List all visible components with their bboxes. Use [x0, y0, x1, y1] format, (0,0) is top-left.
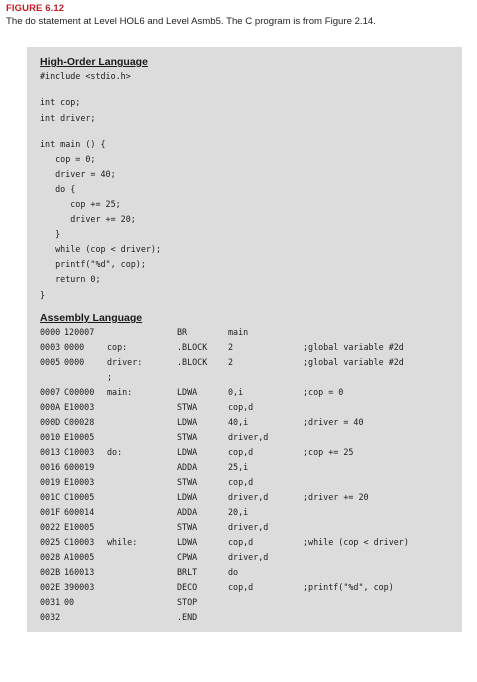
asm-address: 002E: [40, 582, 61, 592]
asm-row: [0, 537, 477, 549]
asm-address: 0013: [40, 447, 61, 457]
asm-operand: 0,i: [228, 387, 244, 397]
asm-mnemonic: CPWA: [177, 552, 198, 562]
asm-mnemonic: STWA: [177, 477, 198, 487]
asm-operand: 25,i: [228, 462, 249, 472]
asm-mnemonic: BRLT: [177, 567, 198, 577]
asm-row: [0, 582, 477, 594]
asm-row: [0, 477, 477, 489]
hol-line: driver = 40;: [40, 169, 116, 179]
hol-heading: High-Order Language: [40, 56, 148, 68]
asm-operand: 40,i: [228, 417, 249, 427]
hol-line: cop += 25;: [40, 199, 121, 209]
asm-row: [0, 492, 477, 504]
asm-symbol: cop:: [107, 342, 128, 352]
asm-object-code: C10003: [64, 537, 95, 547]
asm-address: 0031: [40, 597, 61, 607]
asm-mnemonic: .BLOCK: [177, 357, 208, 367]
asm-operand: main: [228, 327, 249, 337]
asm-address: 0005: [40, 357, 61, 367]
asm-address: 0025: [40, 537, 61, 547]
asm-symbol: ;: [107, 372, 113, 382]
asm-comment: ;printf("%d", cop): [303, 582, 394, 592]
asm-row: [0, 522, 477, 534]
asm-mnemonic: DECO: [177, 582, 198, 592]
asm-mnemonic: .BLOCK: [177, 342, 208, 352]
hol-line: printf("%d", cop);: [40, 259, 146, 269]
asm-mnemonic: ADDA: [177, 462, 198, 472]
asm-mnemonic: LDWA: [177, 417, 198, 427]
asm-object-code: 120007: [64, 327, 95, 337]
asm-mnemonic: LDWA: [177, 447, 198, 457]
asm-symbol: while:: [107, 537, 138, 547]
hol-line: int cop;: [40, 97, 81, 107]
asm-operand: 2: [228, 357, 234, 367]
figure-caption: The do statement at Level HOL6 and Level Asmb5. The C program is from Figure 2.14.: [6, 16, 376, 27]
asm-address: 0000: [40, 327, 61, 337]
asm-row: [0, 552, 477, 564]
asm-operand: 20,i: [228, 507, 249, 517]
asm-row: [0, 507, 477, 519]
asm-operand: cop,d: [228, 477, 254, 487]
hol-line: }: [40, 229, 61, 239]
hol-line: #include <stdio.h>: [40, 71, 131, 81]
asm-row: [0, 372, 477, 384]
asm-operand: driver,d: [228, 492, 269, 502]
asm-object-code: A10005: [64, 552, 95, 562]
asm-comment: ;while (cop < driver): [303, 537, 409, 547]
asm-mnemonic: ADDA: [177, 507, 198, 517]
asm-mnemonic: STWA: [177, 522, 198, 532]
asm-address: 0019: [40, 477, 61, 487]
asm-object-code: E10005: [64, 522, 95, 532]
asm-object-code: 160013: [64, 567, 95, 577]
asm-row: [0, 447, 477, 459]
asm-symbol: driver:: [107, 357, 143, 367]
asm-object-code: C10003: [64, 447, 95, 457]
hol-line: cop = 0;: [40, 154, 96, 164]
hol-line: do {: [40, 184, 76, 194]
asm-comment: ;global variable #2d: [303, 342, 404, 352]
asm-address: 0007: [40, 387, 61, 397]
asm-operand: driver,d: [228, 552, 269, 562]
asm-operand: driver,d: [228, 522, 269, 532]
asm-symbol: do:: [107, 447, 123, 457]
asm-symbol: main:: [107, 387, 133, 397]
asm-object-code: E10003: [64, 477, 95, 487]
asm-object-code: C10005: [64, 492, 95, 502]
hol-line: }: [40, 290, 46, 300]
asm-mnemonic: .END: [177, 612, 198, 622]
asm-object-code: 390003: [64, 582, 95, 592]
asm-mnemonic: LDWA: [177, 537, 198, 547]
asm-row: [0, 432, 477, 444]
asm-object-code: C00000: [64, 387, 95, 397]
asm-row: [0, 387, 477, 399]
asm-object-code: 600014: [64, 507, 95, 517]
asm-operand: 2: [228, 342, 234, 352]
asm-object-code: 600019: [64, 462, 95, 472]
hol-line: int driver;: [40, 113, 96, 123]
asm-address: 0028: [40, 552, 61, 562]
asm-comment: ;cop = 0: [303, 387, 344, 397]
asm-operand: cop,d: [228, 582, 254, 592]
asm-row: [0, 417, 477, 429]
asm-row: [0, 402, 477, 414]
asm-address: 0022: [40, 522, 61, 532]
asm-address: 0016: [40, 462, 61, 472]
asm-address: 001F: [40, 507, 61, 517]
asm-row: [0, 327, 477, 339]
asm-mnemonic: LDWA: [177, 387, 198, 397]
asm-address: 0010: [40, 432, 61, 442]
asm-row: [0, 462, 477, 474]
asm-operand: cop,d: [228, 537, 254, 547]
asm-comment: ;cop += 25: [303, 447, 354, 457]
asm-address: 0032: [40, 612, 61, 622]
hol-line: int main () {: [40, 139, 106, 149]
asm-object-code: 0000: [64, 342, 85, 352]
asm-operand: cop,d: [228, 402, 254, 412]
asm-address: 000D: [40, 417, 61, 427]
asm-object-code: 0000: [64, 357, 85, 367]
asm-row: [0, 567, 477, 579]
asm-address: 001C: [40, 492, 61, 502]
asm-row: [0, 612, 477, 624]
asm-object-code: E10005: [64, 432, 95, 442]
asm-operand: driver,d: [228, 432, 269, 442]
asm-heading: Assembly Language: [40, 312, 143, 324]
asm-mnemonic: LDWA: [177, 492, 198, 502]
asm-comment: ;global variable #2d: [303, 357, 404, 367]
asm-mnemonic: BR: [177, 327, 188, 337]
hol-line: driver += 20;: [40, 214, 136, 224]
asm-operand: cop,d: [228, 447, 254, 457]
asm-object-code: C00028: [64, 417, 95, 427]
asm-operand: do: [228, 567, 239, 577]
hol-line: while (cop < driver);: [40, 244, 162, 254]
asm-address: 000A: [40, 402, 61, 412]
asm-comment: ;driver += 20: [303, 492, 369, 502]
hol-line: return 0;: [40, 274, 101, 284]
asm-mnemonic: STWA: [177, 402, 198, 412]
asm-address: 002B: [40, 567, 61, 577]
asm-address: 0003: [40, 342, 61, 352]
asm-row: [0, 342, 477, 354]
asm-mnemonic: STOP: [177, 597, 198, 607]
asm-comment: ;driver = 40: [303, 417, 364, 427]
asm-object-code: E10003: [64, 402, 95, 412]
asm-mnemonic: STWA: [177, 432, 198, 442]
asm-row: [0, 357, 477, 369]
figure-number: FIGURE 6.12: [6, 3, 65, 14]
asm-object-code: 00: [64, 597, 75, 607]
asm-row: [0, 597, 477, 609]
